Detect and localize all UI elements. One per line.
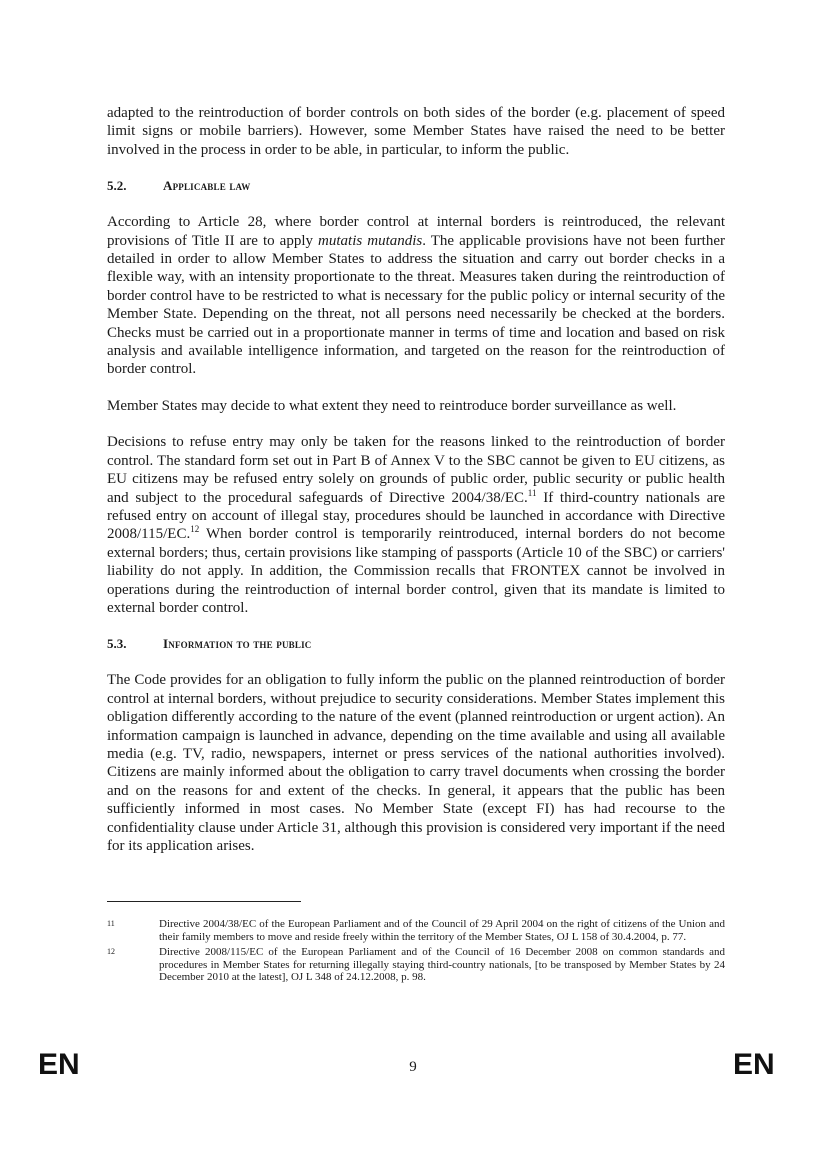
footnote-ref-11[interactable]: 11 (527, 487, 537, 498)
section-title: Information to the public (163, 636, 312, 652)
footnote-11 (107, 918, 725, 943)
text-run: . The applicable provisions have not been further detailed in order to allow Member States to address the situation and carry out border checks in a flexible way, with an intensity proportionate to the threat. Measures taken during the reintroduction of border control have to be restricted to what is necessary for the public policy or internal security of the Member State. Depending on the threat, not all persons need necessarily be checked at the borders. Checks must be carried out in a proportionate manner in terms of time and location and based on risk analysis and available intelligence information, and targeted on the reason for the reintroduction of border control. (107, 232, 726, 378)
paragraph-refuse-entry (107, 433, 725, 617)
footnote-mark: 12 (107, 947, 115, 957)
footnote-separator (107, 901, 301, 902)
text-run: When border control is temporarily reintroduced, internal borders do not become external borders; thus, certain provisions like stamping of passports (Article 10 of the SBC) or carriers' liability do not apply. In addition, the Commission recalls that FRONTEX cannot be involved in operations during the reintroduction of internal border control, given that its mandate is limited to external border control. (107, 526, 725, 616)
section-heading-5-2 (107, 177, 725, 195)
italic-term: mutatis mutandis (318, 232, 423, 249)
paragraph-continuation: adapted to the reintroduction of border controls on both sides of the border (e.g. placement of speed limit signs or mobile barriers). However, some Member States have raised the need to be better involved in the process in order to be able, in particular, to inform the public. (107, 105, 725, 158)
paragraph-applicable-law (107, 213, 725, 379)
document-body (107, 104, 725, 855)
footnote-text: Directive 2008/115/EC of the European Parliament and of the Council of 16 December 2008 on common standards and procedures in Member States for returning illegally staying third-country nationals, [to be transposed by Member States by 24 December 2010 at the latest], OJ L 348 of 24.12.2008, p. 98. (159, 946, 725, 984)
footnote-mark: 11 (107, 919, 115, 928)
text-run: According to Article 28, where border control at internal borders is reintroduced, the relevant provisions of Title II are to apply (107, 214, 725, 249)
section-title: Applicable law (163, 178, 251, 194)
language-label-left: EN (38, 1048, 80, 1081)
paragraph-information-public: The Code provides for an obligation to fully inform the public on the planned reintroduction of border control at internal borders, without prejudice to security considerations. Member States implement this obligation differently according to the nature of the event (planned reintroduction or urgent action). An information campaign is launched in advance, depending on the time available and using all available media (e.g. TV, radio, newspapers, internet or press services of the national authorities involved). Citizens are mainly informed about the obligation to carry travel documents when crossing the border and on the reasons for and extent of the checks. In general, it appears that the public has been sufficiently informed in most cases. No Member State (except FI) has had recourse to the confidentiality clause under Article 31, although this provision is considered very important if the need for its application arises. (107, 672, 725, 854)
footnote-12 (107, 946, 725, 984)
text-run: Decisions to refuse entry may only be taken for the reasons linked to the reintroduction of border control. The standard form set out in Part B of Annex V to the SBC cannot be given to EU citizens, as EU citizens may be refused entry solely on grounds of public order, public security or public health and subject to the procedural safeguards of Directive 2004/38/EC. (107, 434, 725, 506)
paragraph-border-surveillance: Member States may decide to what extent they need to reintroduce border surveillance as well. (107, 397, 677, 414)
section-heading-5-3 (107, 635, 725, 653)
footnotes (107, 918, 725, 987)
language-label-right: EN (733, 1048, 775, 1081)
footnote-text: Directive 2004/38/EC of the European Parliament and of the Council of 29 April 2004 on the right of citizens of the Union and their family members to move and reside freely within the territory of the Member States, OJ L 158 of 30.4.2004, p. 77. (159, 918, 725, 943)
page-number: 9 (409, 1059, 417, 1075)
footnote-ref-12[interactable]: 12 (190, 524, 200, 535)
text-run: If third-country nationals are refused entry on account of illegal stay, procedures should be launched in accordance with Directive 2008/115/EC. (107, 489, 725, 543)
section-number: 5.3. (107, 636, 127, 652)
section-number: 5.2. (107, 178, 127, 194)
